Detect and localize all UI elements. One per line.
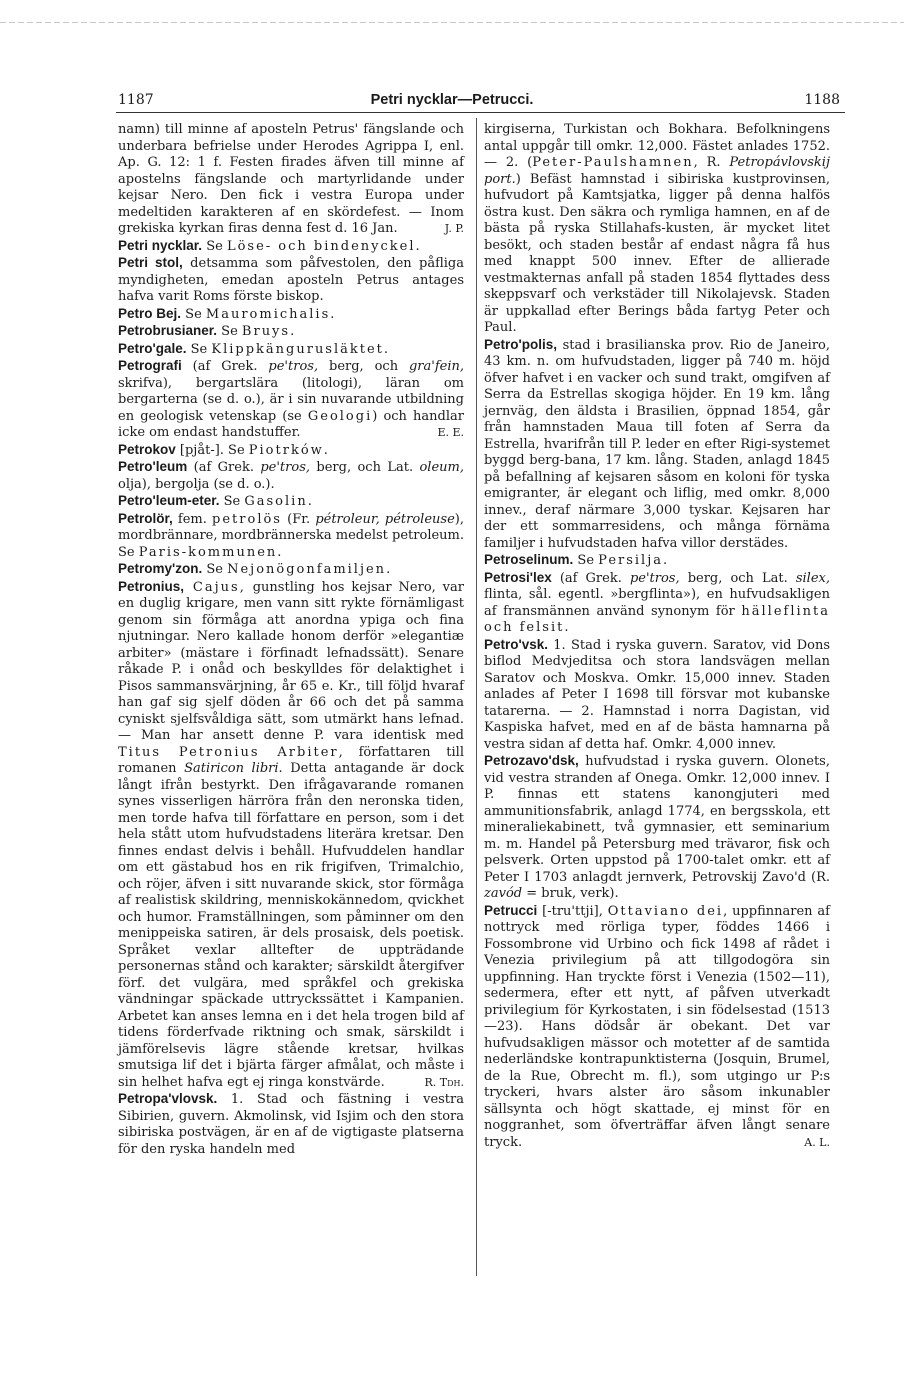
- headword: Petromy'zon.: [118, 561, 203, 576]
- entry-petrokov: Petrokov [pjåt-]. Se Piotrków.: [118, 441, 328, 458]
- headword: Petri stol,: [118, 255, 183, 270]
- entry-petro-bej: Petro Bej. Se Mauromichalis.: [118, 305, 335, 322]
- headword: Petronius,: [118, 578, 185, 594]
- headword: Petro Bej.: [118, 305, 182, 321]
- headword: Petrozavo'dsk,: [484, 753, 579, 768]
- headword: Petro'vsk.: [484, 636, 548, 652]
- entry-petropolis: Petro'polis, stad i brasilianska prov. Rio de Janeiro, 43 km. n. om hufvudstaden, ligger på 740 m. höjd öfver hafvet i en vacker och sund trakt, omgifven af Serra da Estrellas skogiga höjder. En 19 km. lång jernväg, den äldsta i Brasilien, öppnad 1854, går från hamnstaden Maua till foten af Serra da Estrella, hvarifrån till P. leder en efter Rigi-systemet byggd berg-bana, 17 km. lång. Staden, anlagd 1845 på befallning af kejsaren såsom en koloni för tyska emigranter, är elegant och liflig, med omkr. 8,000 innev., deraf närmare 3,000 tyskar. Kejsaren har der ett sommarresidens, och många förnäma familjer i hufvudstaden hafva villor derstädes.: [484, 336, 830, 551]
- entry-petrucci: Petrucci [-tru'ttji], Ottaviano dei, uppfinnaren af nottryck med rörliga typer, föddes 1466 i Fossombrone vid Urbino och fick 1498 af rådet i Venezia privilegium på att tillgodogöra sin uppfinning. Han tryckte först i Venezia (1502—11), sedermera, efter ett nytt, af påfven utverkadt privilegium för Kyrkostaten, i sin födelsestad (1513—23). Hans dödsår är obekant. Det var hufvudsakligen mässor och motetter af de samtida nederländske kontrapunktisterna (Josquin, Brumel, de la Rue, Obrecht m. fl.), som utgingo ur P:s tryckeri, hvars alster äro såsom inkunabler sällsynta och högt skattade, ej minst för en noggranhet, som öfverträffar äfven långt senare tryck. A. L.: [484, 902, 830, 1150]
- left-column: [118, 122, 464, 1158]
- entry-petroleum: Petro'leum (af Grek. pe'tros, berg, och Lat. oleum, olja), bergolja (se d. o.).: [118, 459, 464, 492]
- cross-reference: Geologi: [307, 408, 373, 424]
- author-signature: R. Tdh.: [424, 1075, 464, 1089]
- headword: Petrolör,: [118, 510, 173, 526]
- headword: Petroselinum.: [484, 552, 574, 567]
- headword: Petropa'vlovsk.: [118, 1091, 218, 1106]
- right-column: [484, 122, 830, 1151]
- entry-petrovsk: Petro'vsk. 1. Stad i ryska guvern. Saratov, vid Dons biflod Medvjeditsa och stora landsvägen mellan Saratov och Moskva. Omkr. 15,000 innev. Staden anlades af Peter I 1698 till försvar mot kubanske tatarerna. — 2. Hamnstad i norra Dagistan, vid Kaspiska hafvet, med en af de bästa hamnarna på vestra sidan af detta haf. Omkr. 4,000 innev.: [484, 636, 830, 752]
- paragraph-continuation: namn) till minne af aposteln Petrus' fängslande och underbara befrielse under Herodes Agrippa I, enl. Ap. G. 12: 1 f. Festen firades äfven till minne af apostelns fängslande och martyrlidande under kejsar Nero. Den fick i vestra Europa under medeltiden karakteren af en skördefest. — Inom grekiska kyrkan firas denna fest d. 16 Jan. J. P.: [118, 122, 464, 236]
- cross-reference: hälleflinta och felsit: [484, 603, 830, 635]
- column-divider: [476, 118, 477, 1276]
- entry-petroleum-eter: Petro'leum-eter. Se Gasolin.: [118, 493, 312, 509]
- headword: Petrosi'lex: [484, 569, 552, 585]
- cross-reference: Löse- och bindenyckel: [226, 238, 416, 254]
- cross-reference: Klippkängurusläktet: [211, 341, 384, 357]
- entry-petrolor: Petrolör, fem. petrolös (Fr. pétroleur, pétroleuse), mordbrännare, mordbrännerska medelst petroleum. Se Paris-kommunen.: [118, 510, 464, 560]
- cross-reference: Bruys: [241, 324, 291, 339]
- entry-petri-stol: Petri stol, detsamma som påfvestolen, den påfliga myndigheten, emedan aposteln Petrus antages hafva varit Roms förste biskop.: [118, 255, 464, 304]
- entry-petrosilex: Petrosi'lex (af Grek. pe'tros, berg, och Lat. silex, flinta, sål. egentl. »bergflinta»), en hufvudsakligen af fransmännen använd synonym för hälleflinta och felsit.: [484, 569, 830, 635]
- headword: Petrografi: [118, 358, 182, 373]
- header-rule: [116, 112, 845, 113]
- entry-petronius: Petronius, Cajus, gunstling hos kejsar Nero, var en duglig krigare, men vann sitt rykte förnämligast genom sin förmåga att anordna ypiga och fina njutningar. Nero kallade honom derför »elegantiæ arbiter» (mästare i förfinadt lefnadssätt). Senare råkade P. i onåd och beskylldes för delaktighet i Pisos sammansvärjning, år 65 e. Kr., till följd hvaraf han gaf sig sjelf döden år 66 och det på samma cyniskt sjelfsvåldiga sätt, som utmärkt hans lefnad. — Man har ansett denne P. vara identisk med Titus Petronius Arbiter, författaren till romanen Satiricon libri. Detta antagande är dock långt ifrån bestyrkt. Den ifrågavarande romanen synes visserligen härröra från den neronska tiden, men torde hafva till författare en person, som i det hela stått utom hufvudstadens literära kretsar. Den finnes endast delvis i behåll. Hufvuddelen handlar om ett gästabud hos en rik frigifven, Trimalchio, och röjer, äfven i sitt nuvarande skick, stor förmåga af realistisk skildring, menniskokännedom, qvickhet och humor. Framställningen, som påminner om den menippeiska satiren, är dels prosaisk, dels poetisk. Språket vexlar alltefter de uppträdande personernas stånd och karakter; särskildt återgifver förf. det vulgära, med språkfel och grekiska vändningar späckade uttryckssättet i Kampanien. Arbetet kan anses lemna en i det hela trogen bild af tidens förderfvade riktning och smak, särskildt i jämförelsevis lägre stående kretsar, hvilkas smutsiga lif det i bjärta färger afmålat, och måste i sin helhet hafva egt ej ringa konstvärde. R. Tdh.: [118, 578, 464, 1090]
- paragraph-continuation: kirgiserna, Turkistan och Bokhara. Befolkningens antal uppgår till omkr. 12,000. Fästet anlades 1752. — 2. (Peter-Paulshamnen, R. Petropávlovskij port.) Befäst hamnstad i sibiriska kustprovinsen, hufvudort på Kamtsjatka, ligger på denna halfös östra kust. Den säkra och rymliga hamnen, en af de bästa på ryska Stillahafs-kusten, är mycket litet besökt, och staden består af endast några få hus med knappt 500 innev. Efter de allierade vestmakternas anfall på staden 1854 flyttades dess skeppsvarf och verkstäder till Nikolajevsk. Staden är uppkallad efter Berings båda fartyg Peter och Paul.: [484, 122, 830, 335]
- headword: Petro'polis,: [484, 336, 557, 352]
- cross-reference: Gasolin: [244, 494, 308, 509]
- headword: Petri nycklar.: [118, 237, 203, 253]
- headword: Petrokov: [118, 441, 176, 457]
- entry-petropavlovsk: Petropa'vlovsk. 1. Stad och fästning i vestra Sibirien, guvern. Akmolinsk, vid Isjim och den stora sibiriska postvägen, är en af de vigtigaste platserna för den ryska handeln med: [118, 1091, 464, 1157]
- headword: Petrobrusianer.: [118, 323, 218, 338]
- scan-edge-line: [0, 22, 904, 23]
- headword: Petrucci: [484, 902, 538, 918]
- entry-petrografi: Petrografi (af Grek. pe'tros, berg, och gra'fein, skrifva), bergartslära (litologi), läran om bergarterna (se d. o.), är i sin nuvarande utbildning en geologisk vetenskap (se Geologi) och handlar icke om endast handstuffer. E. E.: [118, 358, 464, 440]
- page-number-right: 1188: [804, 92, 840, 108]
- entry-petrogale: Petro'gale. Se Klippkängurusläktet.: [118, 340, 389, 357]
- running-title: Petri nycklar—Petrucci.: [370, 92, 534, 108]
- headword: Petro'leum: [118, 459, 188, 474]
- cross-reference: Persilja: [598, 553, 663, 568]
- author-signature: E. E.: [437, 426, 464, 439]
- author-signature: J. P.: [444, 222, 464, 235]
- cross-reference: Nejonögonfamiljen: [227, 562, 387, 577]
- headword: Petro'gale.: [118, 340, 187, 356]
- cross-reference: Paris-kommunen: [138, 544, 278, 560]
- entry-petromyzon: Petromy'zon. Se Nejonögonfamiljen.: [118, 561, 391, 577]
- cross-reference: Titus Petronius Arbiter: [118, 744, 339, 760]
- entry-petri-nycklar: Petri nycklar. Se Löse- och bindenyckel.: [118, 237, 420, 254]
- cross-reference: Piotrków: [248, 442, 324, 458]
- headword: Petro'leum-eter.: [118, 493, 220, 508]
- cross-reference: Mauromichalis: [205, 306, 331, 322]
- page-number-left: 1187: [118, 92, 154, 108]
- entry-petrobrusianer: Petrobrusianer. Se Bruys.: [118, 323, 295, 339]
- entry-petrozavodsk: Petrozavo'dsk, hufvudstad i ryska guvern. Olonets, vid vestra stranden af Onega. Omkr. 12,000 innev. I P. finnas ett statens kanongjuteri med ammunitionsfabrik, anlagd 1774, en bergsskola, ett mineraliekabinett, två gymnasier, ett seminarium m. m. Handel på Petersburg med trävaror, fisk och pelsverk. Orten uppstod på 1700-talet omkr. ett af Peter I 1703 anlagdt jernverk, Petrovskij Zavo'd (R. zavód = bruk, verk).: [484, 753, 830, 901]
- entry-petroselinum: Petroselinum. Se Persilja.: [484, 552, 668, 568]
- author-signature: A. L.: [804, 1135, 830, 1149]
